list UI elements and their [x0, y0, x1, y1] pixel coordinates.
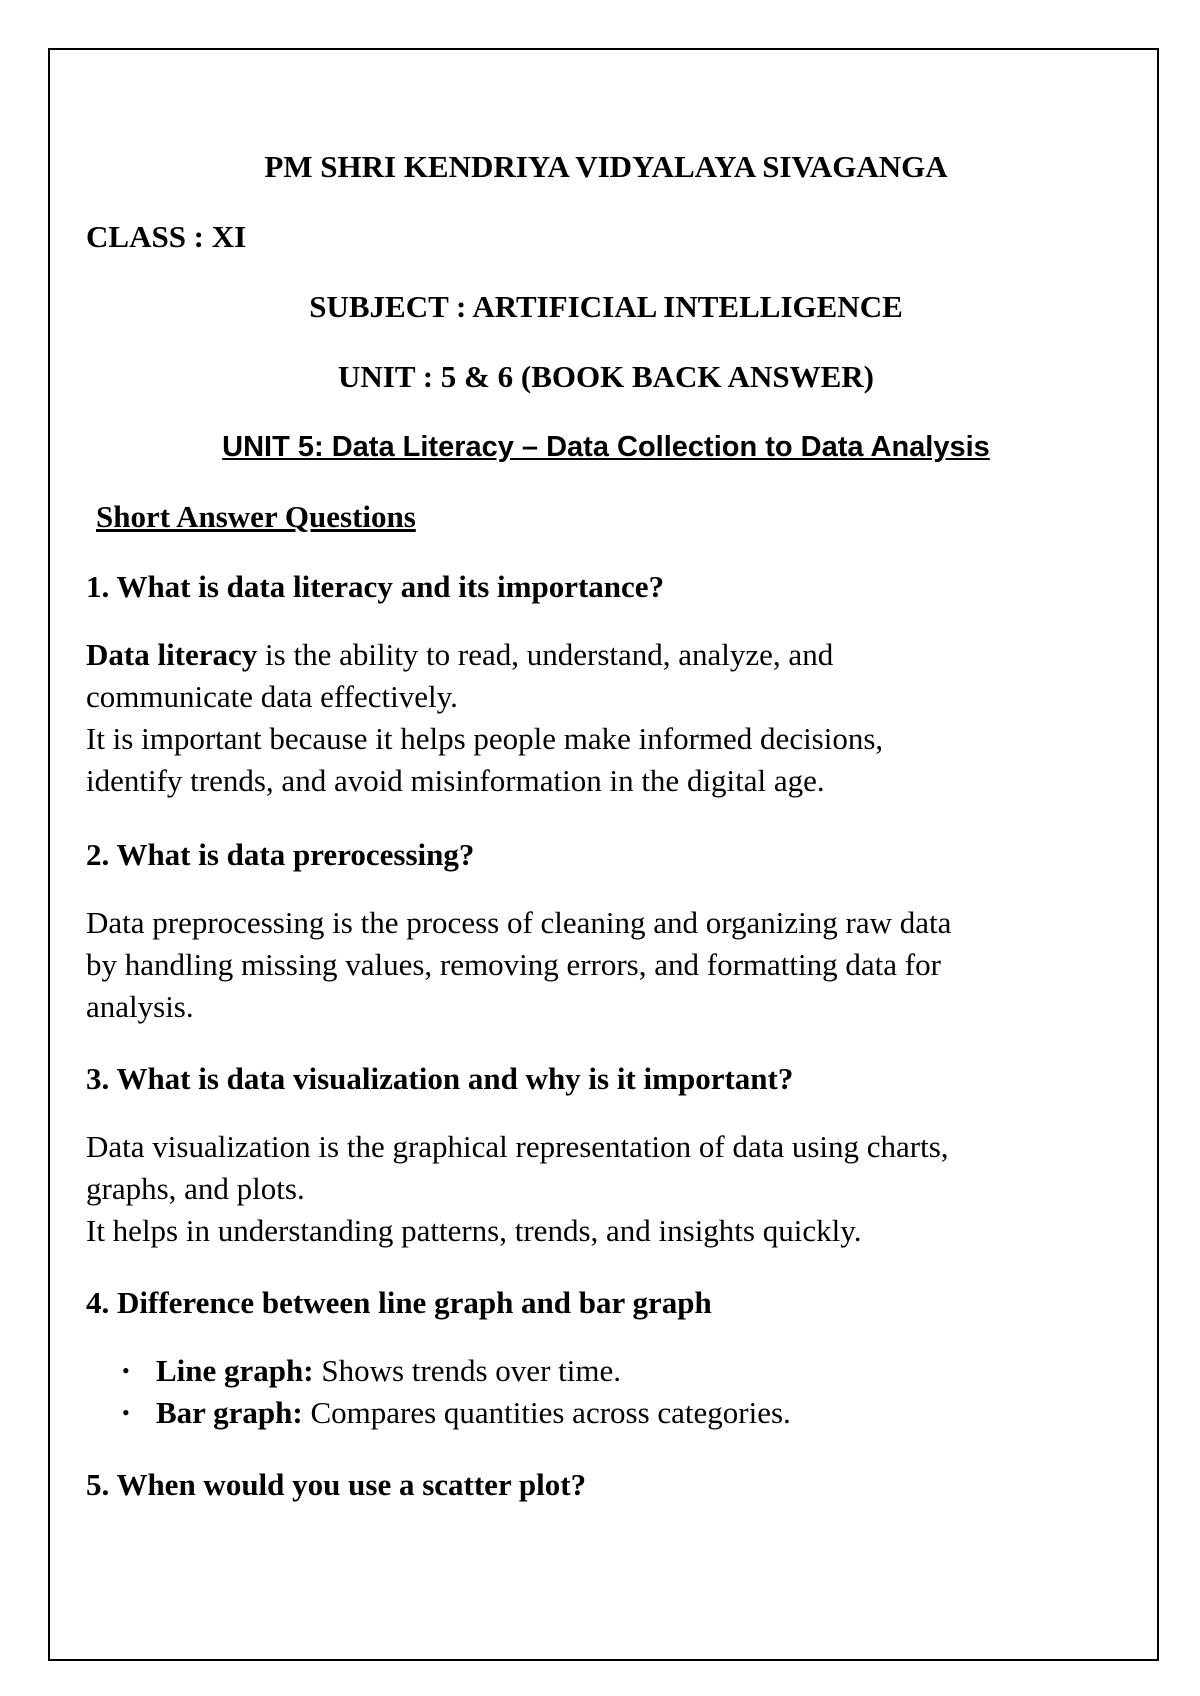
answer-1-line-2: communicate data effectively. — [86, 679, 458, 714]
answer-2-line-1: Data preprocessing is the process of cleaning and organizing raw data — [86, 905, 952, 940]
answer-1-line-1 — [86, 636, 833, 674]
section-heading: Short Answer Questions — [96, 499, 416, 534]
class-line: CLASS : XI — [86, 219, 247, 254]
bullet-dot-icon: • — [122, 1358, 130, 1383]
question-4: 4. Difference between line graph and bar graph — [86, 1285, 712, 1320]
answer-1-line-3: It is important because it helps people make informed decisions, — [86, 721, 884, 756]
question-1: 1. What is data literacy and its importance? — [86, 569, 665, 604]
question-2: 2. What is data prerocessing? — [86, 837, 475, 872]
answer-1-line-4: identify trends, and avoid misinformation in the digital age. — [86, 763, 825, 798]
answer-1-term: Data literacy — [86, 637, 258, 672]
answer-2-line-2: by handling missing values, removing errors, and formatting data for — [86, 947, 941, 982]
question-5: 5. When would you use a scatter plot? — [86, 1467, 587, 1502]
unit-line: UNIT : 5 & 6 (BOOK BACK ANSWER) — [338, 359, 874, 394]
answer-3-line-1: Data visualization is the graphical representation of data using charts, — [86, 1129, 949, 1164]
bullet-dot-icon: • — [122, 1400, 130, 1425]
answer-3-line-3: It helps in understanding patterns, trends, and insights quickly. — [86, 1213, 862, 1248]
subject-line: SUBJECT : ARTIFICIAL INTELLIGENCE — [309, 289, 903, 324]
bullet-item — [122, 1352, 621, 1390]
bullet-item — [122, 1394, 791, 1432]
bullet-text: Compares quantities across categories. — [302, 1395, 791, 1430]
answer-2-line-3: analysis. — [86, 989, 194, 1024]
question-3: 3. What is data visualization and why is it important? — [86, 1061, 794, 1096]
answer-1-line-1-text: is the ability to read, understand, analyze, and — [257, 637, 834, 672]
unit-heading: UNIT 5: Data Literacy – Data Collection to Data Analysis — [222, 431, 990, 463]
bullet-term: Bar graph: — [156, 1395, 303, 1430]
answer-3-line-2: graphs, and plots. — [86, 1171, 305, 1206]
school-title: PM SHRI KENDRIYA VIDYALAYA SIVAGANGA — [264, 149, 948, 184]
bullet-text: Shows trends over time. — [313, 1353, 621, 1388]
bullet-term: Line graph: — [156, 1353, 314, 1388]
